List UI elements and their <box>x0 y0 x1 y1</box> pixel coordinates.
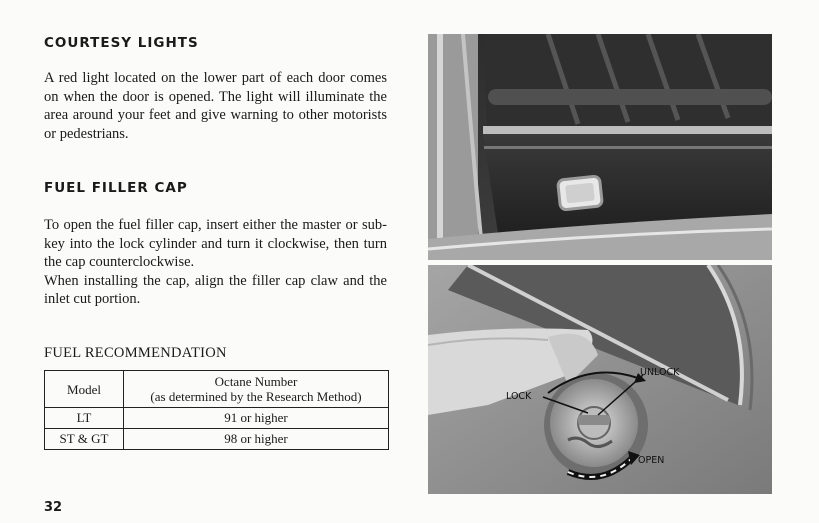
table-header-row <box>45 371 389 408</box>
fuel-cap-open-text: To open the fuel filler cap, insert either the master or sub-key into the lock cylinder and turn it clockwise, then turn the cap counterclockwise. <box>44 217 387 270</box>
table-row <box>45 408 389 429</box>
courtesy-lights-text: A red light located on the lower part of each door comes on when the door is opened. The light will illuminate the area around your feet and give warning to other motorists or pedestrians. <box>44 70 387 142</box>
page-number: 32 <box>44 500 63 515</box>
model-cell: ST & GT <box>45 429 124 450</box>
open-label: OPEN <box>638 455 665 466</box>
courtesy-lights-heading: COURTESY LIGHTS <box>44 35 199 51</box>
unlock-label: UNLOCK <box>640 367 680 378</box>
fuel-recommendation-table <box>44 370 389 450</box>
octane-cell: 91 or higher <box>124 408 389 429</box>
courtesy-light-photo <box>428 34 772 260</box>
octane-cell: 98 or higher <box>124 429 389 450</box>
fuel-cap-photo <box>428 265 772 494</box>
header-octane <box>124 371 389 408</box>
fuel-cap-illustration <box>428 265 772 494</box>
model-cell: LT <box>45 408 124 429</box>
header-octane-line1: Octane Number <box>214 374 298 389</box>
fuel-filler-cap-heading: FUEL FILLER CAP <box>44 180 188 196</box>
courtesy-lights-paragraph <box>44 69 387 143</box>
door-panel-illustration <box>428 34 772 260</box>
fuel-filler-cap-paragraph <box>44 216 387 309</box>
header-model: Model <box>45 371 124 408</box>
lock-label: LOCK <box>506 391 532 402</box>
table-row <box>45 429 389 450</box>
header-octane-line2: (as determined by the Research Method) <box>150 389 362 404</box>
fuel-recommendation-title: FUEL RECOMMENDATION <box>44 345 227 361</box>
fuel-cap-install-text: When installing the cap, align the filler cap claw and the inlet cut portion. <box>44 272 387 307</box>
